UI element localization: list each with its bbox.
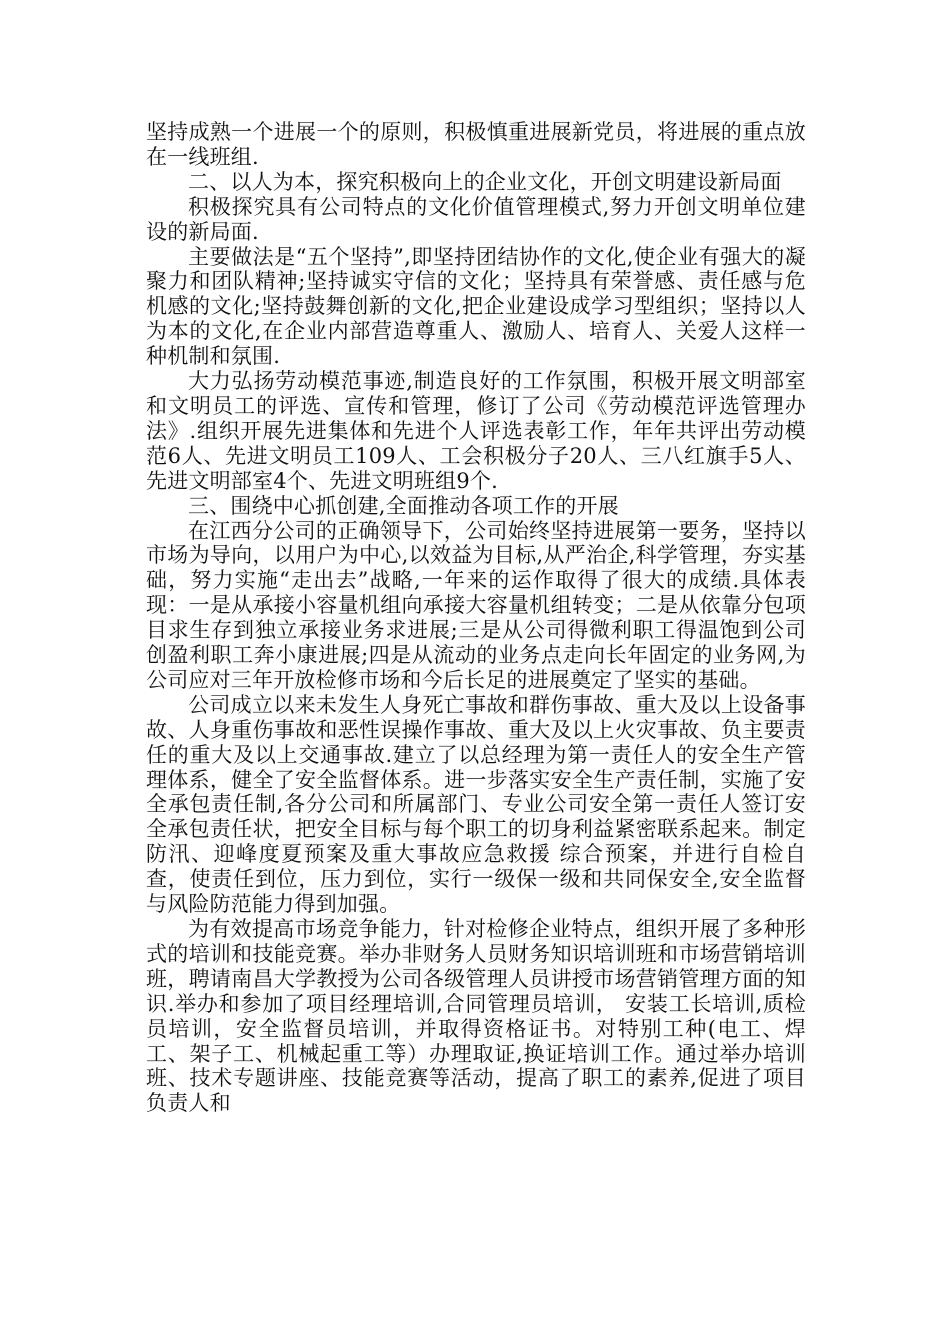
document-body — [146, 120, 806, 1116]
paragraph-development-achievements: 在江西分公司的正确领导下，公司始终坚持进展第一要务，坚持以市场为导向，以用户为中心,以效益为目标,从严治企,科学管理，夯实基础，努力实施“走出去”战略,一年来的运作取得了很大的成绩.具体表现：一是从承接小容量机组向承接大容量机组转变；二是从依靠分包项目求生存到独立承接业务求进展;三是从公司得微利职工得温饱到公司创盈利职工奔小康进展;四是从流动的业务点走向长年固定的业务网,为公司应对三年开放检修市场和今后长足的进展奠定了坚实的基础。 — [146, 518, 806, 692]
paragraph-party-member-development: 坚持成熟一个进展一个的原则，积极慎重进展新党员，将进展的重点放在一线班组. — [146, 120, 806, 169]
paragraph-culture-management-model: 积极探究具有公司特点的文化价值管理模式,努力开创文明单位建设的新局面. — [146, 194, 806, 244]
section-heading-center-work: 三、围绕中心抓创建,全面推动各项工作的开展 — [188, 493, 619, 518]
paragraph-training-competitions: 为有效提高市场竞争能力，针对检修企业特点，组织开展了多种形式的培训和技能竞赛。举办非财务人员财务知识培训班和市场营销培训班，聘请南昌大学教授为公司各级管理人员讲授市场营销管理方面的知识.举办和参加了项目经理培训,合同管理员培训， 安装工长培训,质检员培训，安全监督员培训，并取得资格证书。对特别工种(电工、焊工、架子工、机械起重工等）办理取证,换证培训工作。通过举办培训班、技术专题讲座、技能竞赛等活动，提高了职工的素养,促进了项目负责人和 — [146, 917, 806, 1116]
section-heading-corporate-culture: 二、以人为本，探究积极向上的企业文化，开创文明建设新局面 — [188, 169, 782, 194]
paragraph-safety-management: 公司成立以来未发生人身死亡事故和群伤事故、重大及以上设备事故、人身重伤事故和恶性误操作事故、重大及以上火灾事故、负主要责任的重大及以上交通事故.建立了以总经理为第一责任人的安全生产管理体系，健全了安全监督体系。进一步落实安全生产责任制，实施了安全承包责任制,各分公司和所属部门、专业公司安全第一责任人签订安全承包责任状，把安全目标与每个职工的切身利益紧密联系起来。制定防汛、迎峰度夏预案及重大事故应急救援 综合预案，并进行自检自查，使责任到位，压力到位，实行一级保一级和共同保安全,安全监督与风险防范能力得到加强。 — [146, 692, 806, 917]
paragraph-five-persistences: 主要做法是“五个坚持”,即坚持团结协作的文化,使企业有强大的凝聚力和团队精神;坚持诚实守信的文化；坚持具有荣誉感、责任感与危机感的文化;坚持鼓舞创新的文化,把企业建设成学习型组织；坚持以人为本的文化,在企业内部营造尊重人、激励人、培育人、关爱人这样一种机制和氛围. — [146, 244, 806, 369]
paragraph-labor-model-commendation: 大力弘扬劳动模范事迹,制造良好的工作氛围，积极开展文明部室和文明员工的评选、宣传和管理，修订了公司《劳动模范评选管理办法》.组织开展先进集体和先进个人评选表彰工作，年年共评出劳动模范6人、先进文明员工109人、工会积极分子20人、三八红旗手5人、先进文明部室4个、先进文明班组9个. — [146, 369, 806, 493]
